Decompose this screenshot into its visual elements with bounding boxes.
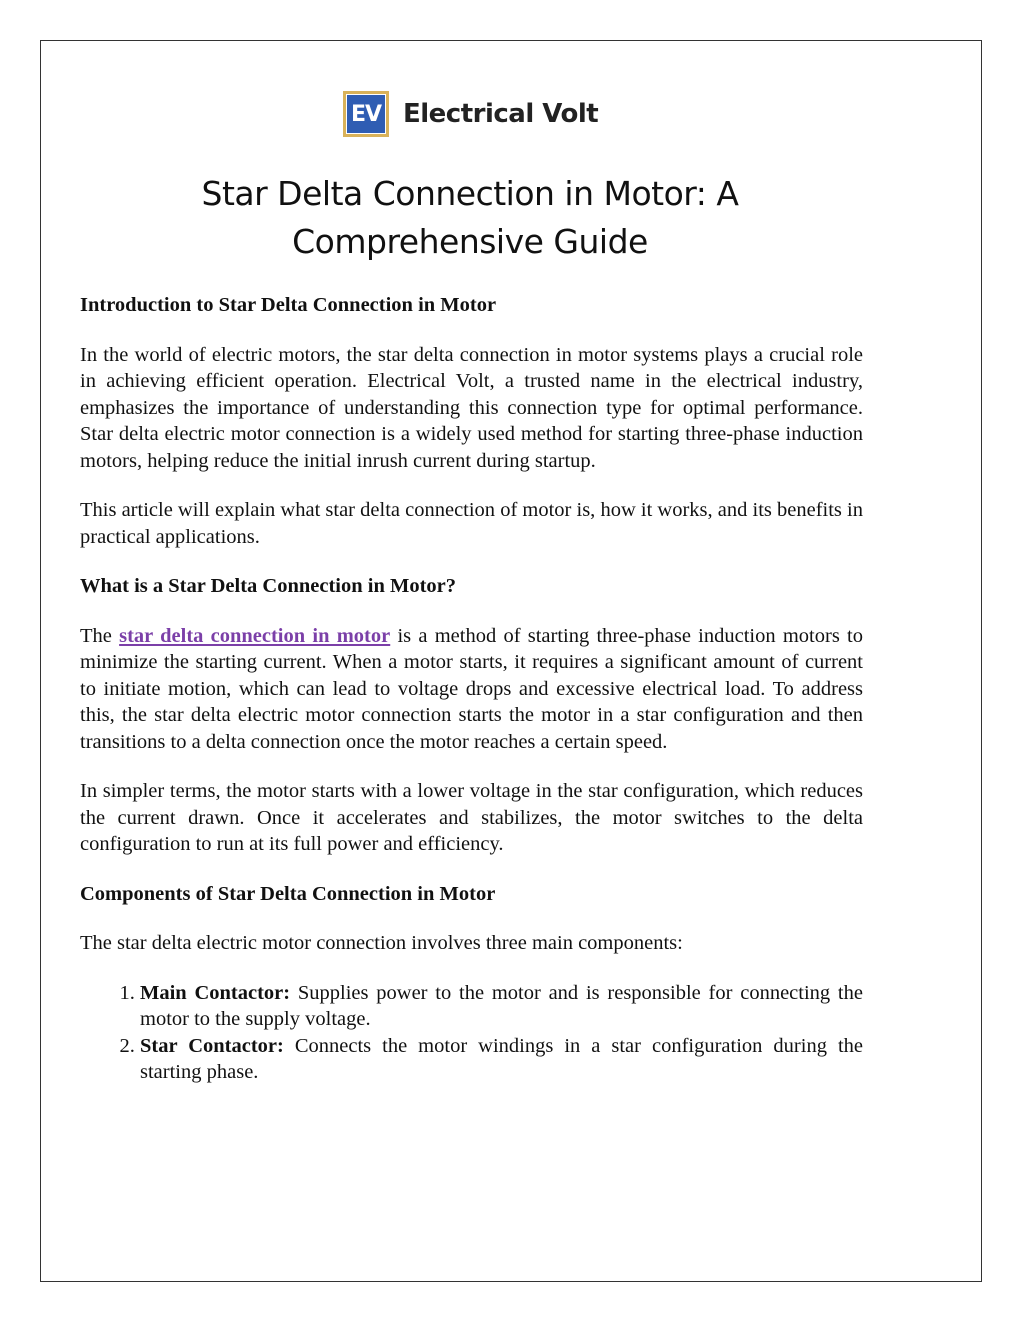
- what-paragraph-1-post: is a method of starting three-phase induction motors to minimize the starting current. When a motor starts, it requires a significant amount of current to initiate motion, which can lead to voltage drops and excessive electrical load. To address this, the star delta electric motor connection starts the motor in a star configuration and then transitions to a delta connection once the motor reaches a certain speed.: [80, 624, 863, 753]
- components-paragraph-1: The star delta electric motor connection involves three main components:: [80, 932, 683, 954]
- intro-paragraph-2: This article will explain what star delta connection of motor is, how it works, and its benefits in practical applications.: [80, 499, 863, 548]
- what-heading: What is a Star Delta Connection in Motor?: [80, 575, 457, 597]
- list-item-desc: Connects the motor windings in a star configuration during the starting phase.: [140, 1034, 863, 1083]
- list-item: [140, 980, 863, 1033]
- what-paragraph-2: In simpler terms, the motor starts with a lower voltage in the star configuration, which reduces the current drawn. Once it accelerates and stabilizes, the motor switches to the delta configuration to run at its full power and efficiency.: [80, 780, 863, 855]
- logo-mark-text: EV: [347, 95, 385, 133]
- logo-name: Electrical Volt: [403, 99, 599, 129]
- what-paragraph-1-pre: The: [80, 624, 120, 647]
- intro-paragraph-1: In the world of electric motors, the star delta connection in motor systems plays a crucial role in achieving efficient operation. Electrical Volt, a trusted name in the electrical industry, emphasizes the importance of understanding this connection type for optimal performance. Star delta electric motor connection is a widely used method for starting three-phase induction motors, helping reduce the initial inrush current during startup.: [80, 343, 863, 472]
- list-item-desc: Supplies power to the motor and is responsible for connecting the motor to the supply voltage.: [140, 981, 863, 1030]
- components-heading: Components of Star Delta Connection in Motor: [80, 882, 496, 905]
- document-body: [80, 292, 863, 1086]
- document-title: Star Delta Connection in Motor: A Comprehensive Guide: [201, 174, 739, 261]
- logo-mark: [343, 91, 389, 137]
- what-paragraph-1: [80, 623, 863, 756]
- list-item: [140, 1033, 863, 1086]
- star-delta-link[interactable]: star delta connection in motor: [119, 624, 391, 647]
- list-item-term: Main Contactor:: [140, 981, 291, 1004]
- components-list: [80, 980, 863, 1086]
- intro-heading: Introduction to Star Delta Connection in Motor: [80, 294, 497, 316]
- logo: [343, 88, 598, 140]
- list-item-term: Star Contactor:: [140, 1034, 284, 1057]
